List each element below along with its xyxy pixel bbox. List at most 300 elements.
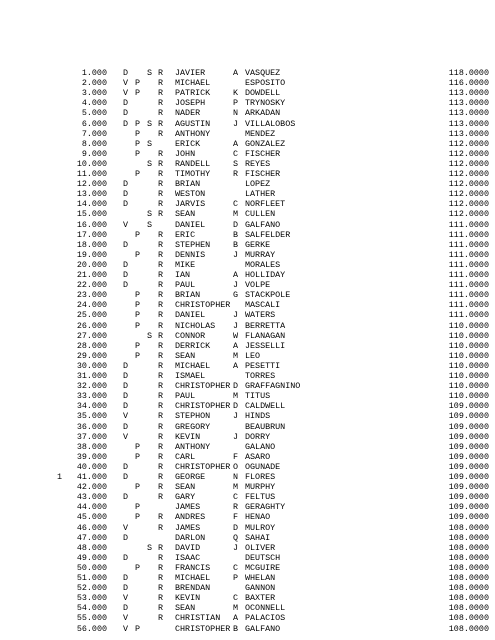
code-r-cell: R: [158, 472, 164, 482]
code-d-v-cell: D: [123, 179, 129, 190]
rank-cell: 43.000: [76, 492, 107, 503]
table-row: [0, 179, 495, 189]
first-name-cell: PAUL: [175, 280, 196, 291]
code-p-cell: P: [135, 623, 141, 634]
code-r-cell: R: [158, 280, 164, 291]
table-row: [0, 351, 495, 361]
last-name-cell: WATERS: [245, 310, 276, 321]
code-p-cell: P: [135, 441, 141, 452]
score-cell: 110.0000: [448, 360, 489, 371]
rank-cell: 15.000: [76, 209, 107, 220]
code-r-cell: R: [158, 148, 164, 159]
code-p-cell: P: [135, 451, 141, 462]
table-row: [0, 250, 495, 260]
code-r-cell: R: [158, 562, 164, 573]
rank-cell: 28.000: [76, 340, 107, 351]
first-name-cell: ISAAC: [175, 552, 201, 563]
last-name-cell: GERAGHTY: [245, 502, 286, 513]
code-r-cell: R: [158, 421, 164, 432]
code-p-cell: P: [135, 78, 141, 89]
code-s-cell: S: [147, 219, 153, 230]
code-r-cell: R: [158, 199, 164, 210]
score-cell: 118.0000: [448, 68, 489, 78]
first-name-cell: ERIC: [175, 229, 196, 240]
table-row: [0, 411, 495, 421]
code-s-cell: S: [147, 209, 153, 220]
score-cell: 109.0000: [448, 431, 489, 442]
first-name-cell: DENNIS: [175, 249, 206, 260]
last-name-cell: VILLALOBOS: [245, 118, 296, 129]
first-name-cell: JAMES: [175, 502, 201, 513]
last-name-cell: OCONNELL: [245, 603, 286, 614]
middle-initial-cell: R: [233, 169, 239, 179]
code-r-cell: R: [158, 310, 164, 321]
table-row: [0, 563, 495, 573]
code-d-v-cell: V: [123, 78, 129, 89]
first-name-cell: BRENDAN: [175, 583, 211, 594]
table-row: [0, 502, 495, 512]
last-name-cell: MCGUIRE: [245, 562, 281, 573]
last-name-cell: GANNON: [245, 583, 276, 594]
rank-cell: 32.000: [76, 381, 107, 392]
first-name-cell: MICHAEL: [175, 360, 211, 371]
table-row: [0, 432, 495, 442]
rank-cell: 47.000: [76, 532, 107, 543]
table-row: [0, 603, 495, 613]
first-name-cell: DARLON: [175, 532, 206, 543]
rank-cell: 49.000: [76, 552, 107, 563]
rank-cell: 37.000: [76, 431, 107, 442]
code-d-v-cell: D: [123, 391, 129, 402]
score-cell: 108.0000: [448, 552, 489, 563]
first-name-cell: RANDELL: [175, 158, 211, 169]
code-d-v-cell: D: [123, 421, 129, 432]
last-name-cell: CULLEN: [245, 209, 276, 220]
code-p-cell: P: [135, 340, 141, 351]
code-s-cell: S: [147, 158, 153, 169]
code-r-cell: R: [158, 128, 164, 139]
middle-initial-cell: A: [233, 270, 239, 280]
first-name-cell: DERRICK: [175, 340, 211, 351]
code-p-cell: P: [135, 310, 141, 321]
last-name-cell: HENAO: [245, 512, 271, 523]
table-row: [0, 209, 495, 219]
code-r-cell: R: [158, 350, 164, 361]
score-cell: 109.0000: [448, 461, 489, 472]
first-name-cell: JAMES: [175, 522, 201, 533]
score-cell: 112.0000: [448, 189, 489, 200]
rank-cell: 6.000: [81, 118, 107, 129]
table-row: [0, 361, 495, 371]
rank-cell: 54.000: [76, 603, 107, 614]
middle-initial-cell: C: [233, 562, 239, 573]
code-p-cell: P: [135, 512, 141, 523]
code-r-cell: R: [158, 461, 164, 472]
last-name-cell: SALFELDER: [245, 229, 291, 240]
score-cell: 109.0000: [448, 502, 489, 513]
table-row: [0, 280, 495, 290]
score-cell: 111.0000: [448, 310, 489, 321]
code-r-cell: R: [158, 391, 164, 402]
table-row: [0, 462, 495, 472]
rank-cell: 7.000: [81, 128, 107, 139]
table-row: [0, 270, 495, 280]
score-cell: 111.0000: [448, 229, 489, 240]
first-name-cell: MICHAEL: [175, 573, 211, 583]
code-r-cell: R: [158, 169, 164, 179]
table-row: [0, 169, 495, 179]
first-name-cell: GARY: [175, 492, 196, 503]
last-name-cell: VASQUEZ: [245, 68, 281, 78]
rank-cell: 40.000: [76, 461, 107, 472]
score-cell: 108.0000: [448, 583, 489, 594]
last-name-cell: CALDWELL: [245, 401, 286, 412]
rank-cell: 30.000: [76, 360, 107, 371]
code-p-cell: P: [135, 229, 141, 240]
score-cell: 109.0000: [448, 441, 489, 452]
first-name-cell: TIMOTHY: [175, 169, 211, 179]
score-cell: 110.0000: [448, 350, 489, 361]
table-row: [0, 119, 495, 129]
rank-cell: 11.000: [76, 169, 107, 179]
code-d-v-cell: D: [123, 603, 129, 614]
code-d-v-cell: V: [123, 219, 129, 230]
score-cell: 109.0000: [448, 421, 489, 432]
code-p-cell: P: [135, 300, 141, 311]
rank-cell: 39.000: [76, 451, 107, 462]
score-cell: 113.0000: [448, 98, 489, 109]
score-cell: 108.0000: [448, 532, 489, 543]
middle-initial-cell: J: [233, 320, 239, 331]
score-cell: 112.0000: [448, 179, 489, 190]
code-r-cell: R: [158, 411, 164, 422]
rank-cell: 31.000: [76, 371, 107, 381]
score-cell: 108.0000: [448, 522, 489, 533]
score-cell: 113.0000: [448, 88, 489, 99]
first-name-cell: ANTHONY: [175, 441, 211, 452]
score-cell: 111.0000: [448, 249, 489, 260]
rank-cell: 2.000: [81, 78, 107, 89]
rank-cell: 17.000: [76, 229, 107, 240]
rank-cell: 22.000: [76, 280, 107, 291]
code-r-cell: R: [158, 189, 164, 200]
first-name-cell: JAVIER: [175, 68, 206, 78]
first-name-cell: SEAN: [175, 603, 196, 614]
middle-initial-cell: C: [233, 492, 239, 503]
rank-cell: 10.000: [76, 158, 107, 169]
table-row: [0, 381, 495, 391]
code-d-v-cell: D: [123, 68, 129, 78]
first-name-cell: CHRISTOPHER: [175, 381, 231, 392]
rank-cell: 33.000: [76, 391, 107, 402]
last-name-cell: GALFANO: [245, 219, 281, 230]
code-s-cell: S: [147, 330, 153, 341]
score-cell: 111.0000: [448, 280, 489, 291]
code-d-v-cell: D: [123, 239, 129, 250]
last-name-cell: MURRAY: [245, 249, 276, 260]
middle-initial-cell: B: [233, 239, 239, 250]
first-name-cell: IAN: [175, 270, 191, 280]
middle-initial-cell: S: [233, 158, 239, 169]
code-p-cell: P: [135, 118, 141, 129]
score-cell: 110.0000: [448, 320, 489, 331]
middle-initial-cell: A: [233, 360, 239, 371]
rank-cell: 9.000: [81, 148, 107, 159]
code-d-v-cell: D: [123, 259, 129, 270]
score-cell: 113.0000: [448, 118, 489, 129]
code-p-cell: P: [135, 350, 141, 361]
rank-cell: 34.000: [76, 401, 107, 412]
code-r-cell: R: [158, 320, 164, 331]
code-r-cell: R: [158, 492, 164, 503]
last-name-cell: LATHER: [245, 189, 276, 200]
code-r-cell: R: [158, 108, 164, 119]
table-row: [0, 220, 495, 230]
first-name-cell: DANIEL: [175, 219, 206, 230]
last-name-cell: OLIVER: [245, 542, 276, 553]
table-row: [0, 482, 495, 492]
middle-initial-cell: D: [233, 522, 239, 533]
code-d-v-cell: D: [123, 270, 129, 280]
code-p-cell: P: [135, 562, 141, 573]
last-name-cell: MURPHY: [245, 482, 276, 493]
code-r-cell: R: [158, 451, 164, 462]
last-name-cell: PESETTI: [245, 360, 281, 371]
middle-initial-cell: A: [233, 138, 239, 149]
score-cell: 111.0000: [448, 219, 489, 230]
last-name-cell: TRYNOSKY: [245, 98, 286, 109]
code-r-cell: R: [158, 360, 164, 371]
rank-cell: 3.000: [81, 88, 107, 99]
last-name-cell: OGUNADE: [245, 461, 281, 472]
rank-cell: 27.000: [76, 330, 107, 341]
rank-cell: 24.000: [76, 300, 107, 311]
rank-cell: 4.000: [81, 98, 107, 109]
first-name-cell: SEAN: [175, 209, 196, 220]
table-row: [0, 321, 495, 331]
middle-initial-cell: N: [233, 108, 239, 119]
last-name-cell: MULROY: [245, 522, 276, 533]
last-name-cell: FLANAGAN: [245, 330, 286, 341]
first-name-cell: WESTON: [175, 189, 206, 200]
last-name-cell: WHELAN: [245, 573, 276, 583]
table-row: [0, 341, 495, 351]
table-row: [0, 240, 495, 250]
first-name-cell: ISMAEL: [175, 371, 206, 381]
rank-cell: 44.000: [76, 502, 107, 513]
table-row: [0, 199, 495, 209]
code-r-cell: R: [158, 573, 164, 583]
score-cell: 109.0000: [448, 472, 489, 482]
middle-initial-cell: C: [233, 148, 239, 159]
code-s-cell: S: [147, 542, 153, 553]
first-name-cell: CHRISTIAN: [175, 613, 221, 624]
code-d-v-cell: D: [123, 552, 129, 563]
first-name-cell: ERICK: [175, 138, 201, 149]
first-name-cell: AGUSTIN: [175, 118, 211, 129]
first-name-cell: CONNOR: [175, 330, 206, 341]
table-row: [0, 613, 495, 623]
code-r-cell: R: [158, 239, 164, 250]
table-row: [0, 290, 495, 300]
code-r-cell: R: [158, 441, 164, 452]
middle-initial-cell: A: [233, 613, 239, 624]
last-name-cell: FISCHER: [245, 169, 281, 179]
code-p-cell: P: [135, 88, 141, 99]
code-d-v-cell: V: [123, 431, 129, 442]
middle-initial-cell: J: [233, 280, 239, 291]
score-cell: 108.0000: [448, 603, 489, 614]
middle-initial-cell: R: [233, 502, 239, 513]
code-p-cell: P: [135, 482, 141, 493]
code-r-cell: R: [158, 179, 164, 190]
score-cell: 113.0000: [448, 128, 489, 139]
code-r-cell: R: [158, 381, 164, 392]
score-cell: 108.0000: [448, 573, 489, 583]
middle-initial-cell: C: [233, 593, 239, 604]
rank-cell: 53.000: [76, 593, 107, 604]
table-row: [0, 442, 495, 452]
table-row: [0, 492, 495, 502]
middle-initial-cell: J: [233, 431, 239, 442]
score-cell: 112.0000: [448, 199, 489, 210]
first-name-cell: SEAN: [175, 482, 196, 493]
table-row: [0, 149, 495, 159]
score-cell: 110.0000: [448, 340, 489, 351]
code-d-v-cell: V: [123, 411, 129, 422]
score-cell: 109.0000: [448, 411, 489, 422]
code-p-cell: P: [135, 128, 141, 139]
code-r-cell: R: [158, 270, 164, 280]
code-r-cell: R: [158, 512, 164, 523]
code-d-v-cell: V: [123, 522, 129, 533]
score-cell: 108.0000: [448, 623, 489, 634]
middle-initial-cell: K: [233, 88, 239, 99]
rank-cell: 20.000: [76, 259, 107, 270]
table-row: [0, 88, 495, 98]
code-r-cell: R: [158, 68, 164, 78]
first-name-cell: KEVIN: [175, 593, 201, 604]
last-name-cell: REYES: [245, 158, 271, 169]
table-row: [0, 553, 495, 563]
score-cell: 108.0000: [448, 613, 489, 624]
rank-cell: 19.000: [76, 249, 107, 260]
table-row: [0, 98, 495, 108]
table-row: [0, 391, 495, 401]
score-cell: 111.0000: [448, 239, 489, 250]
rank-cell: 13.000: [76, 189, 107, 200]
rank-cell: 36.000: [76, 421, 107, 432]
last-name-cell: FISCHER: [245, 148, 281, 159]
table-row: [0, 452, 495, 462]
middle-initial-cell: C: [233, 199, 239, 210]
table-row: [0, 583, 495, 593]
first-name-cell: FRANCIS: [175, 562, 211, 573]
code-r-cell: R: [158, 593, 164, 604]
rank-cell: 41.000: [76, 472, 107, 482]
rank-cell: 50.000: [76, 562, 107, 573]
code-r-cell: R: [158, 78, 164, 89]
first-name-cell: CHRISTOPHER: [175, 461, 231, 472]
middle-initial-cell: B: [233, 623, 239, 634]
code-s-cell: S: [147, 68, 153, 78]
last-name-cell: TITUS: [245, 391, 271, 402]
rank-cell: 42.000: [76, 482, 107, 493]
first-name-cell: JOSEPH: [175, 98, 206, 109]
code-r-cell: R: [158, 340, 164, 351]
last-name-cell: BERRETTA: [245, 320, 286, 331]
code-r-cell: R: [158, 249, 164, 260]
table-row: [0, 422, 495, 432]
code-d-v-cell: D: [123, 199, 129, 210]
rank-cell: 48.000: [76, 542, 107, 553]
score-cell: 110.0000: [448, 381, 489, 392]
middle-initial-cell: F: [233, 451, 239, 462]
code-d-v-cell: V: [123, 623, 129, 634]
last-name-cell: VOLPE: [245, 280, 271, 291]
code-r-cell: R: [158, 259, 164, 270]
code-p-cell: P: [135, 148, 141, 159]
code-p-cell: P: [135, 169, 141, 179]
code-r-cell: R: [158, 371, 164, 381]
middle-initial-cell: J: [233, 310, 239, 321]
score-cell: 108.0000: [448, 562, 489, 573]
last-name-cell: GERKE: [245, 239, 271, 250]
table-row: [0, 159, 495, 169]
first-name-cell: BRIAN: [175, 290, 201, 301]
code-d-v-cell: D: [123, 118, 129, 129]
code-d-v-cell: D: [123, 532, 129, 543]
first-name-cell: STEPHON: [175, 411, 211, 422]
table-row: [0, 512, 495, 522]
rank-cell: 55.000: [76, 613, 107, 624]
middle-initial-cell: F: [233, 512, 239, 523]
code-d-v-cell: D: [123, 381, 129, 392]
code-d-v-cell: V: [123, 613, 129, 624]
middle-initial-cell: D: [233, 381, 239, 392]
code-d-v-cell: D: [123, 401, 129, 412]
table-row: [0, 331, 495, 341]
score-cell: 112.0000: [448, 209, 489, 220]
first-name-cell: CHRISTOPHER: [175, 401, 231, 412]
first-name-cell: NICHOLAS: [175, 320, 216, 331]
middle-initial-cell: O: [233, 461, 239, 472]
code-r-cell: R: [158, 229, 164, 240]
rank-cell: 29.000: [76, 350, 107, 361]
code-r-cell: R: [158, 330, 164, 341]
score-cell: 109.0000: [448, 512, 489, 523]
code-r-cell: R: [158, 613, 164, 624]
rank-cell: 16.000: [76, 219, 107, 230]
code-d-v-cell: D: [123, 492, 129, 503]
middle-initial-cell: B: [233, 229, 239, 240]
code-d-v-cell: D: [123, 360, 129, 371]
last-name-cell: DORRY: [245, 431, 271, 442]
first-name-cell: CARL: [175, 451, 196, 462]
table-row: [0, 624, 495, 634]
code-d-v-cell: D: [123, 280, 129, 291]
rank-cell: 14.000: [76, 199, 107, 210]
last-name-cell: FLORES: [245, 472, 276, 482]
middle-initial-cell: Q: [233, 532, 239, 543]
rank-cell: 56.000: [76, 623, 107, 634]
first-name-cell: CHRISTOPHER: [175, 300, 231, 311]
table-row: [0, 371, 495, 381]
last-name-cell: HINDS: [245, 411, 271, 422]
score-cell: 109.0000: [448, 492, 489, 503]
score-cell: 111.0000: [448, 300, 489, 311]
first-name-cell: MICHAEL: [175, 78, 211, 89]
